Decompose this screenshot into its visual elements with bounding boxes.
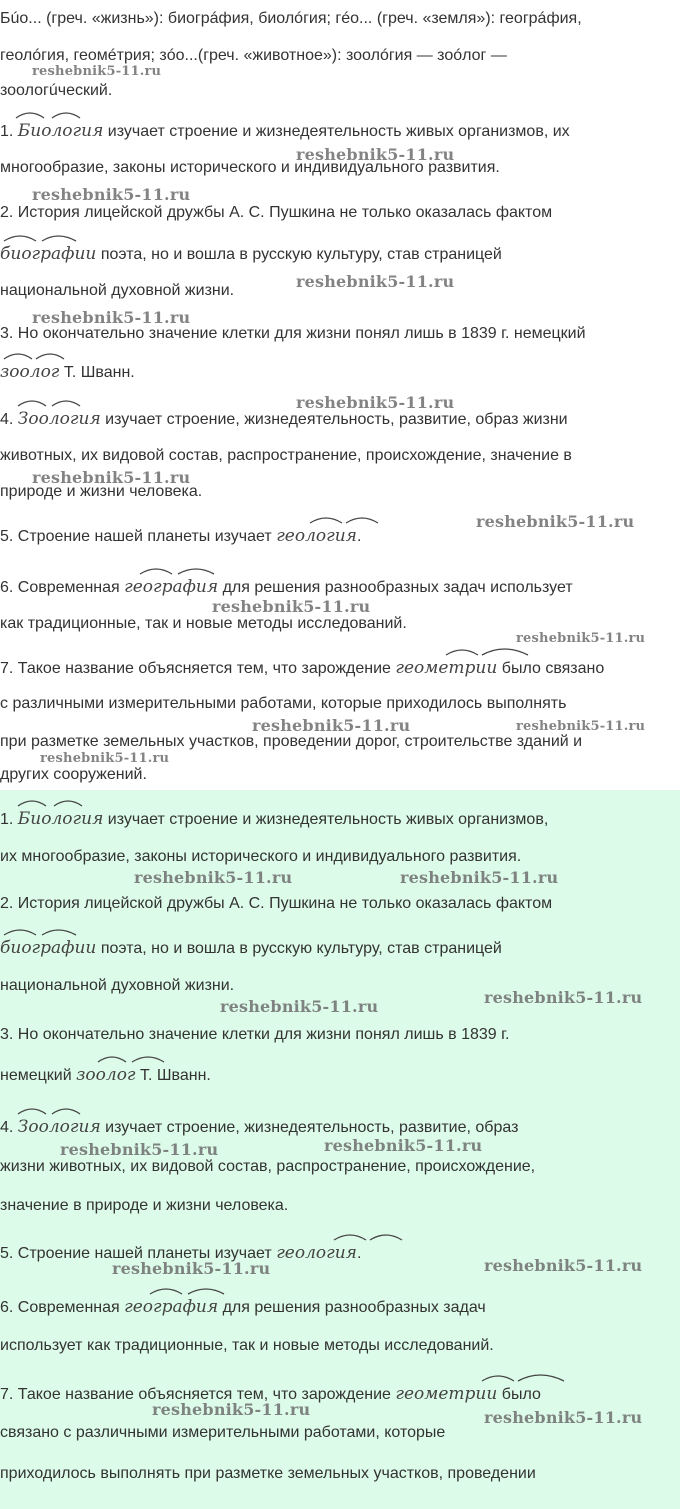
watermark: reshebnik5-11.ru (220, 997, 379, 1016)
watermark: reshebnik5-11.ru (400, 868, 559, 887)
top-s4-line-1 (0, 408, 568, 430)
root-arc-marks (480, 1369, 590, 1383)
sentence-text: поэта, но и вошла в русскую культуру, став страницей (96, 940, 502, 957)
highlighted-word: Зоология (17, 1117, 101, 1137)
watermark: reshebnik5-11.ru (112, 1259, 271, 1278)
highlighted-word: Зоология (17, 409, 101, 429)
root-arc-marks (2, 923, 92, 937)
root-arc-marks (2, 347, 72, 361)
bottom-s2-line-1: 2. История лицейской дружбы А. С. Пушкина не только оказалась фактом (0, 895, 553, 912)
watermark: reshebnik5-11.ru (60, 1140, 219, 1159)
sentence-text: было связано (497, 660, 605, 677)
top-s7-line-4: других сооружений. (0, 766, 147, 783)
bottom-s1-line-2: их многообразие, законы исторического и индивидуального развития. (0, 848, 522, 865)
bottom-s6-line-2: использует как традиционные, так и новые методы исследований. (0, 1337, 494, 1354)
sentence-text: для решения разнообразных задач (218, 1299, 486, 1316)
highlighted-word: Биология (17, 809, 104, 829)
sentence-text: изучает строение и жизнедеятельность живых организмов, (103, 811, 549, 828)
watermark: reshebnik5-11.ru (324, 1136, 483, 1155)
top-s7-line-2: с различными измерительными работами, которые приходилось выполнять (0, 695, 567, 712)
watermark: reshebnik5-11.ru (476, 512, 635, 531)
bottom-s1-line-1 (0, 808, 548, 830)
watermark: reshebnik5-11.ru (516, 631, 646, 646)
sentence-text: для решения разнообразных задач использует (218, 579, 573, 596)
top-s1-line-2: многообразие, законы исторического и индивидуального развития. (0, 159, 500, 176)
watermark: reshebnik5-11.ru (484, 1256, 643, 1275)
sentence-text: 5. Строение нашей планеты изучает (0, 528, 277, 545)
bottom-s6-line-1 (0, 1296, 486, 1318)
root-arc-marks (332, 1228, 422, 1242)
top-s5-line-1 (0, 525, 361, 547)
root-arc-marks (2, 229, 92, 243)
root-arc-marks (308, 511, 398, 525)
root-arc-marks (16, 794, 116, 808)
intro-line-3: зоологúческий. (0, 82, 113, 99)
highlighted-word: география (124, 577, 219, 597)
sentence-num: 4. (0, 411, 18, 428)
sentence-text: изучает строение, жизнедеятельность, развитие, образ (100, 1119, 519, 1136)
top-s3-line-2 (0, 361, 135, 383)
watermark: reshebnik5-11.ru (32, 64, 162, 79)
bottom-s3-line-2 (0, 1064, 211, 1086)
sentence-text: 6. Современная (0, 579, 125, 596)
root-arc-marks (96, 1050, 186, 1064)
highlighted-word: геология (276, 1243, 357, 1263)
root-arc-marks (138, 562, 228, 576)
top-s6-line-1 (0, 576, 573, 598)
bottom-s7-line-3: приходилось выполнять при разметке земельных участков, проведении (0, 1465, 536, 1482)
watermark: reshebnik5-11.ru (516, 719, 646, 734)
watermark: reshebnik5-11.ru (296, 145, 455, 164)
watermark: reshebnik5-11.ru (212, 597, 371, 616)
bottom-section (0, 790, 680, 1509)
highlighted-word: биографии (0, 938, 97, 958)
sentence-text: 7. Такое название объясняется тем, что зарождение (0, 660, 396, 677)
root-arc-marks (148, 1282, 238, 1296)
root-arc-marks (16, 394, 116, 408)
root-arc-marks (14, 106, 114, 120)
watermark: reshebnik5-11.ru (252, 716, 411, 735)
top-s2-line-1: 2. История лицейской дружбы А. С. Пушкина не только оказалась фактом (0, 204, 553, 221)
sentence-text: 5. Строение нашей планеты изучает (0, 1245, 277, 1262)
top-s6-line-2: как традиционные, так и новые методы исследований. (0, 615, 407, 632)
highlighted-word: геология (276, 526, 357, 546)
watermark: reshebnik5-11.ru (484, 1408, 643, 1427)
watermark: reshebnik5-11.ru (32, 308, 191, 327)
top-s2-line-2 (0, 243, 502, 265)
bottom-s7-line-2: связано с различными измерительными работами, которые (0, 1424, 446, 1441)
top-s7-line-3: при разметке земельных участков, проведении дорог, строительстве зданий и (0, 733, 583, 750)
sentence-num: 1. (0, 123, 18, 140)
bottom-s4-line-1 (0, 1116, 518, 1138)
watermark: reshebnik5-11.ru (296, 393, 455, 412)
watermark: reshebnik5-11.ru (484, 988, 643, 1007)
top-s3-line-1: 3. Но окончательно значение клетки для жизни понял лишь в 1839 г. немецкий (0, 325, 586, 342)
bottom-s4-line-2: жизни животных, их видовой состав, распространение, происхождение, (0, 1158, 536, 1175)
bottom-s2-line-3: национальной духовной жизни. (0, 977, 235, 994)
watermark: reshebnik5-11.ru (32, 468, 191, 487)
intro-line-2: геолóгия, геомéтрия; зóо...(греч. «животное»): зоолóгия — зоóлог — (0, 47, 507, 64)
top-s7-line-1 (0, 657, 604, 679)
highlighted-word: зоолог (0, 362, 60, 382)
top-s4-line-3: природе и жизни человека. (0, 483, 203, 500)
top-s2-line-3: национальной духовной жизни. (0, 282, 235, 299)
sentence-text: 7. Такое название объясняется тем, что зарождение (0, 1386, 396, 1403)
highlighted-word: зоолог (76, 1065, 136, 1085)
sentence-text: Т. Шванн. (135, 1067, 211, 1084)
sentence-text: Т. Шванн. (59, 364, 135, 381)
bottom-s2-line-2 (0, 937, 502, 959)
sentence-num: 4. (0, 1119, 18, 1136)
intro-line-1: Бúо... (греч. «жизнь»): биогрáфия, биолóгия; гéо... (греч. «земля»): геогрáфия, (0, 10, 582, 27)
root-arc-marks (16, 1102, 116, 1116)
bottom-s4-line-3: значение в природе и жизни человека. (0, 1197, 289, 1214)
sentence-text: 6. Современная (0, 1299, 125, 1316)
sentence-text: поэта, но и вошла в русскую культуру, став страницей (96, 246, 502, 263)
highlighted-word: биографии (0, 244, 97, 264)
top-s1-line-1 (0, 120, 570, 142)
top-s4-line-2: животных, их видовой состав, распространение, происхождение, значение в (0, 447, 572, 464)
sentence-text: было (497, 1386, 541, 1403)
watermark: reshebnik5-11.ru (296, 272, 455, 291)
sentence-text: немецкий (0, 1067, 77, 1084)
sentence-num: 1. (0, 811, 18, 828)
highlighted-word: география (124, 1297, 219, 1317)
sentence-text: . (356, 528, 362, 545)
sentence-text: изучает строение и жизнедеятельность живых организмов, их (103, 123, 570, 140)
watermark: reshebnik5-11.ru (32, 185, 191, 204)
highlighted-word: геометрии (395, 658, 498, 678)
sentence-text: . (356, 1245, 362, 1262)
highlighted-word: Биология (17, 121, 104, 141)
watermark: reshebnik5-11.ru (40, 751, 170, 766)
sentence-text: изучает строение, жизнедеятельность, развитие, образ жизни (100, 411, 568, 428)
watermark: reshebnik5-11.ru (152, 1400, 311, 1419)
watermark: reshebnik5-11.ru (134, 868, 293, 887)
highlighted-word: геометрии (395, 1384, 498, 1404)
bottom-s3-line-1: 3. Но окончательно значение клетки для жизни понял лишь в 1839 г. (0, 1026, 510, 1043)
